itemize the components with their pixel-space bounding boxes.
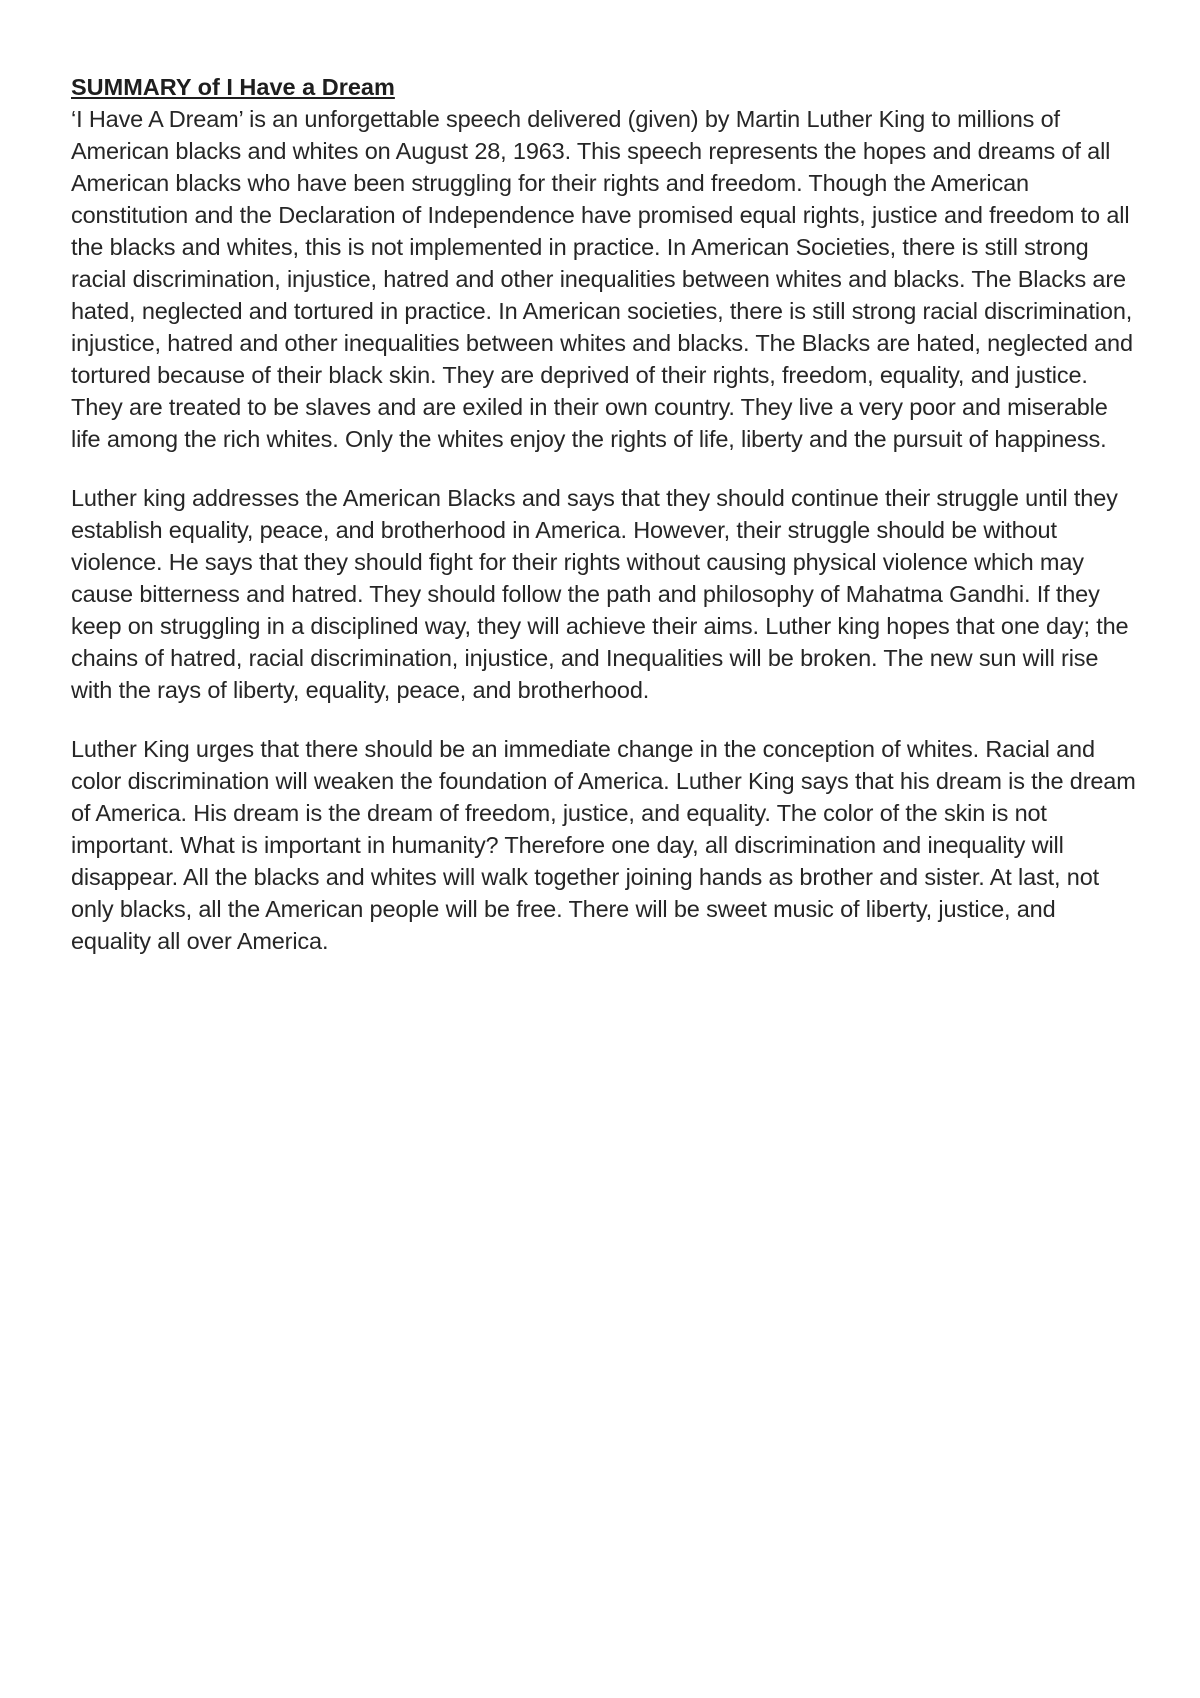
paragraph-1: ‘I Have A Dream’ is an unforgettable speech delivered (given) by Martin Luther King to millions of American blacks and whites on August 28, 1963. This speech represents the hopes and dreams of all American blacks who have been struggling for their rights and freedom. Though the American constitution and the Declaration of Independence have promised equal rights, justice and freedom to all the blacks and whites, this is not implemented in practice. In American Societies, there is still strong racial discrimination, injustice, hatred and other inequalities between whites and blacks. The Blacks are hated, neglected and tortured in practice. In American societies, there is still strong racial discrimination, injustice, hatred and other inequalities between whites and blacks. The Blacks are hated, neglected and tortured because of their black skin. They are deprived of their rights, freedom, equality, and justice. They are treated to be slaves and are exiled in their own country. They live a very poor and miserable life among the rich whites. Only the whites enjoy the rights of life, liberty and the pursuit of happiness.: [71, 106, 1133, 452]
document-body: [71, 71, 1137, 957]
paragraph-3: Luther King urges that there should be an immediate change in the conception of whites. Racial and color discrimination will weaken the foundation of America. Luther King says that his dream is the dream of America. His dream is the dream of freedom, justice, and equality. The color of the skin is not important. What is important in humanity? Therefore one day, all discrimination and inequality will disappear. All the blacks and whites will walk together joining hands as brother and sister. At last, not only blacks, all the American people will be free. There will be sweet music of liberty, justice, and equality all over America.: [71, 736, 1136, 954]
paragraph-2: Luther king addresses the American Blacks and says that they should continue their struggle until they establish equality, peace, and brotherhood in America. However, their struggle should be without violence. He says that they should fight for their rights without causing physical violence which may cause bitterness and hatred. They should follow the path and philosophy of Mahatma Gandhi. If they keep on struggling in a disciplined way, they will achieve their aims. Luther king hopes that one day; the chains of hatred, racial discrimination, injustice, and Inequalities will be broken. The new sun will rise with the rays of liberty, equality, peace, and brotherhood.: [71, 485, 1129, 703]
document-title: SUMMARY of I Have a Dream: [71, 74, 395, 100]
